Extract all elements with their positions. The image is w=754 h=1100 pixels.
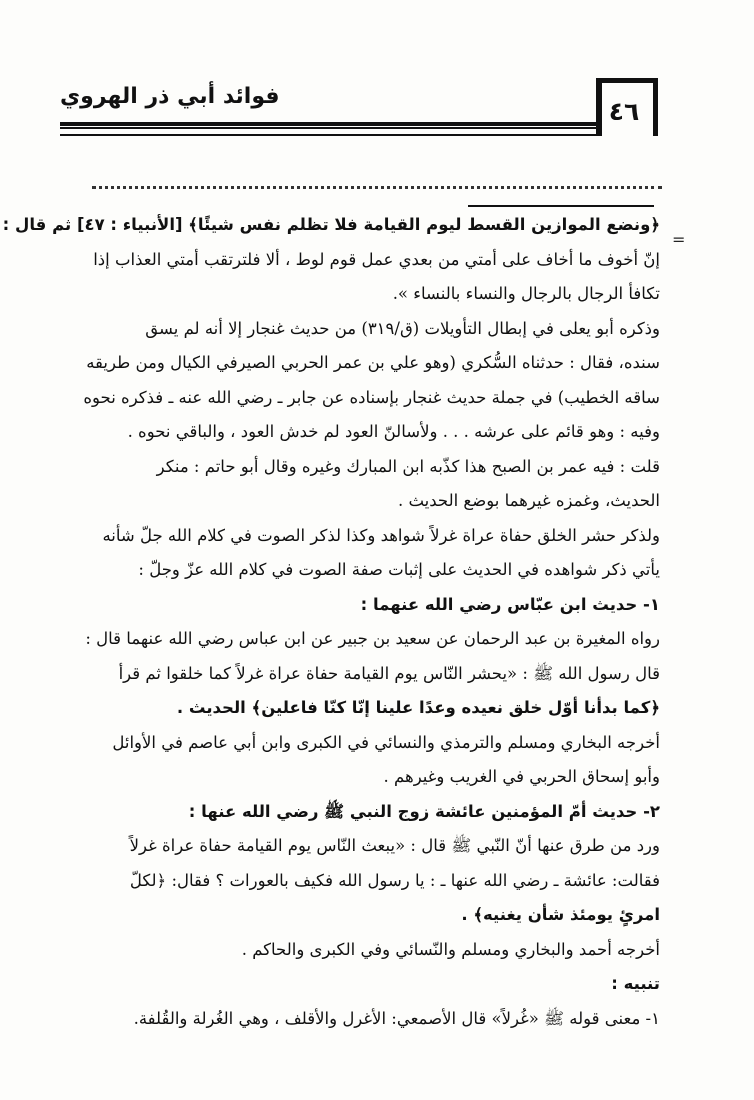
- text-line: رواه المغيرة بن عبد الرحمان عن سعيد بن جبير عن ابن عباس رضي الله عنهما قال :: [85, 629, 660, 648]
- text-line: فقالت: عائشة ـ رضي الله عنها ـ : يا رسول الله فكيف بالعورات ؟ فقال: ﴿لكلّ: [129, 870, 660, 890]
- text-line: قلت : فيه عمر بن الصبح هذا كذّبه ابن المبارك وغيره وقال أبو حاتم : منكر: [156, 456, 660, 476]
- text-line: وذكره أبو يعلى في إبطال التأويلات (ق/٣١٩) من حديث غنجار إلا أنه لم يسق: [145, 318, 660, 338]
- text-line: امرئٍ يومئذ شأن يغنيه﴾ .: [461, 905, 660, 924]
- header-rule-double: [60, 122, 598, 129]
- text-line: ساقه الخطيب) في جملة حديث غنجار بإسناده عن جابر ـ رضي الله عنه ـ فذكره نحوه: [83, 387, 660, 407]
- text-line: ﴿كما بدأنا أوّل خلق نعيده وعدًا علينا إنّا كنّا فاعلين﴾ الحديث .: [176, 698, 660, 717]
- text-line: وأبو إسحاق الحربي في الغريب وغيرهم .: [383, 767, 660, 786]
- page-header: [60, 78, 658, 144]
- text-line: ١- معنى قوله ﷺ «غُرلاً» قال الأصمعي: الأغرل والأقلف ، وهي الغُرلة والقُلفة.: [133, 1008, 660, 1028]
- text-line: ﴿ونضع الموازين القسط ليوم القيامة فلا تظلم نفس شيئًا﴾ [الأنبياء : ٤٧] ثم قال :: [2, 215, 660, 234]
- body-text: [2, 208, 660, 1036]
- dotted-separator: [92, 176, 662, 189]
- text-line: أخرجه البخاري ومسلم والترمذي والنسائي في الكبرى وابن أبي عاصم في الأوائل: [112, 732, 660, 752]
- text-line: تكافأ الرجال بالرجال والنساء بالنساء ».: [392, 284, 660, 303]
- text-line: قال رسول الله ﷺ : «يحشر النّاس يوم القيامة حفاة عراة غرلاً كما خلقوا ثم قرأ: [118, 663, 660, 683]
- margin-mark: =: [672, 230, 686, 249]
- text-line: يأتي ذكر شواهده في الحديث على إثبات صفة الصوت في كلام الله عزّ وجلّ :: [138, 560, 660, 579]
- text-line: وفيه : وهو قائم على عرشه . . . ولأسالنّ العود لم خدش العود ، والباقي نحوه .: [127, 422, 660, 441]
- text-line: سنده، فقال : حدثناه السُّكري (وهو علي بن عمر الحربي الصيرفي الكيال ومن طريقه: [86, 353, 660, 372]
- header-rule-thin: [60, 134, 598, 136]
- text-line: ولذكر حشر الخلق حفاة عراة غرلاً شواهد وكذا لذكر الصوت في كلام الله جلّ شأنه: [102, 525, 660, 545]
- text-line: الحديث، وغمزه غيرهما بوضع الحديث .: [397, 491, 660, 510]
- note-heading: تنبيه :: [611, 974, 660, 993]
- text-line: أخرجه أحمد والبخاري ومسلم والنّسائي وفي الكبرى والحاكم .: [241, 939, 660, 959]
- section-heading: ١- حديث ابن عبّاس رضي الله عنهما :: [360, 594, 660, 614]
- page-number: ٤٦: [608, 97, 640, 126]
- text-line: إنّ أخوف ما أخاف على أمتي من بعدي عمل قوم لوط ، ألا فلترتقب أمتي العذاب إذا: [93, 249, 660, 269]
- section-heading: ٢- حديث أمّ المؤمنين عائشة زوج النبي ﷺ رضي الله عنها :: [188, 801, 660, 821]
- book-title: فوائد أبي ذر الهروي: [60, 84, 280, 109]
- text-line: ورد من طرق عنها أنّ النّبي ﷺ قال : «يبعث النّاس يوم القيامة حفاة عراة غرلاً: [129, 836, 660, 855]
- short-rule: [468, 205, 654, 207]
